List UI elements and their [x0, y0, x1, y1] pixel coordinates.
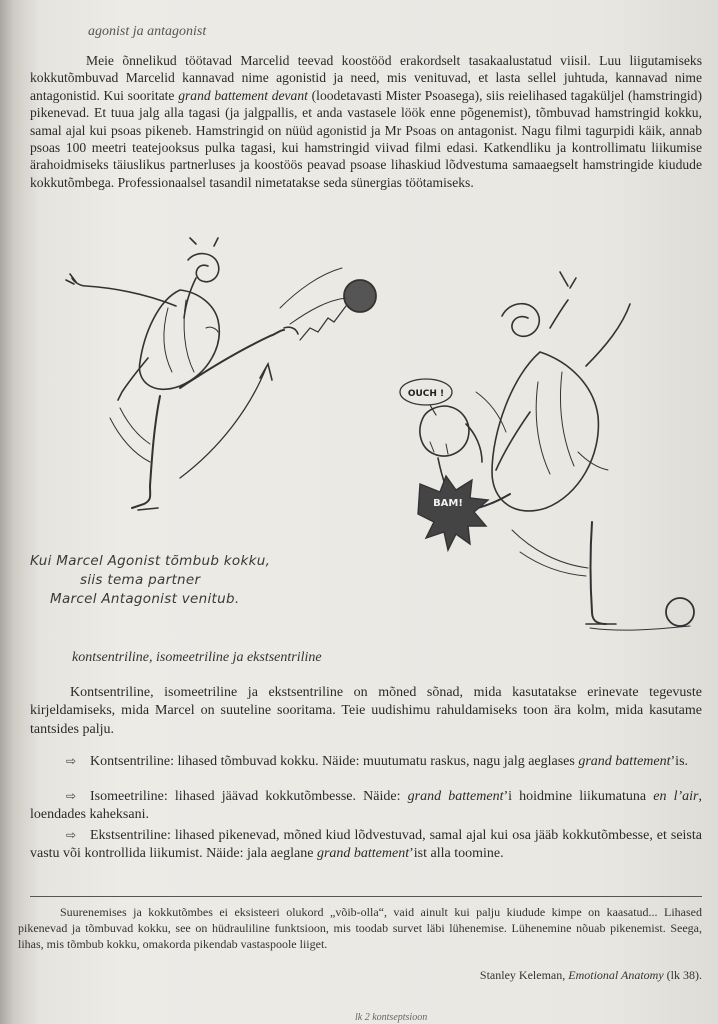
- bam-text: BAM!: [433, 498, 463, 509]
- bullet-concentric: [30, 752, 702, 771]
- illustration-caption: [30, 552, 290, 609]
- paragraph-agonist-antagonist: [30, 52, 702, 191]
- bullet-eccentric: [30, 826, 702, 864]
- paragraph-text: Meie õnnelikud töötavad Marcelid teevad koostööd erakordselt tasakaalustatud viisil. Luu liigutamiseks kokkutõmbuvad Marcelid kannavad nime agonistid ja need, mis venituvad, et lasta sellel juhtuda, kannavad nime antagonistid. Kui sooritate: [30, 53, 702, 103]
- illustration-kicking-muscle-figure: [30, 228, 390, 518]
- bullet-text: ’ist alla toomine.: [409, 846, 504, 862]
- bullet-text: Kontsentriline: lihased tõmbuvad kokku. Näide: muutumatu raskus, nagu jalg aeglases: [90, 754, 579, 769]
- bullet-text: , loendades kaheksani.: [30, 789, 702, 823]
- italic-term: grand battement: [316, 846, 410, 862]
- italic-term: en l’air: [653, 789, 699, 804]
- paragraph-contraction-types: Kontsentriline, isomeetriline ja ekstsentriline on mõned sõnad, mida kasutatakse erinevate tegevuste kirjeldamiseks, mida Marcel on suuteline sooritama. Teie uudishimu rahuldamiseks toon ära kolm, mida kasutame tantsides palju.: [30, 685, 702, 737]
- arrow-right-icon: ⇨: [66, 828, 77, 842]
- caption-line: siis tema partner: [80, 572, 201, 588]
- italic-term: grand battement: [407, 789, 504, 804]
- keleman-quote: Suurenemises ja kokkutõmbes ei eksisteeri olukord „võib-olla“, vaid ainult kui palju kiudude kimpe on kaasatud... Lihased pikenevad ja tõmbuvad kokku, see on hüdrauliline funktsioon, mis toodab survet läbi lühenemise. Lühenemine nõuab pikenemist. Seega, lihas, mis tõmbub kokku, omakorda pikendab vastaspoole liiget.: [18, 905, 702, 952]
- caption-line: Kui Marcel Agonist tõmbub kokku,: [30, 553, 271, 569]
- bullet-text: ’is.: [670, 754, 689, 769]
- bullet-text: Isomeetriline: lihased jäävad kokkutõmbesse. Näide:: [90, 789, 408, 804]
- bullet-text: ’i hoidmine liikumatuna: [503, 789, 654, 804]
- illustration-kick-bam-figures: [390, 262, 710, 642]
- page-footer: lk 2 kontseptsioon: [355, 1012, 428, 1023]
- bullet-isometric: [30, 787, 702, 825]
- bullet-text: Ekstsentriline: lihased pikenevad, mõned kiud lõdvestuvad, samal ajal kui osa jääb kokkutõmbesse, et seista vastu või kontrollida liikumist. Näide: jala aeglane: [30, 828, 702, 862]
- arrow-right-icon: ⇨: [66, 754, 77, 768]
- attribution-ref: (lk 38).: [663, 968, 702, 982]
- italic-term: grand battement devant: [178, 87, 308, 103]
- section-heading: kontsentriline, isomeetriline ja ekstsentriline: [72, 650, 322, 665]
- paragraph-text: (loodetavasti Mister Psoasega), siis reielihased tagaküljel (hamstringid) pikenevad. Et tuua jalg alla tagasi (ja jalgpallis, et anda vastasele löök enne põgenemist), tõmbuvad hamstringid kokku, samal ajal kui psoas pikeneb. Hamstringid on nüüd agonistid ja Mr Psoas on antagonist. Nagu filmi tagurpidi käik, annab psoas 100 meetri teatejooksus pulka tagasi, kui hamstringid viivad filmi edasi. Katkendliku ja kontrollimatu liikumise ärahoidmiseks täiuslikus partnerluses ja koostöös peavad psoase lihaskiud lõdvestuma samaaegselt hamstringide kiudude kokkutõmbega. Professionaalsel tasandil nimetatakse seda sünergias töötamiseks.: [30, 87, 702, 190]
- quote-divider: [30, 896, 702, 897]
- attribution-work: Emotional Anatomy: [568, 968, 664, 982]
- caption-line: Marcel Antagonist venitub.: [50, 591, 240, 607]
- attribution-author: Stanley Keleman,: [479, 968, 569, 982]
- quote-attribution: [480, 968, 702, 983]
- running-head: agonist ja antagonist: [88, 24, 207, 39]
- italic-term: grand battement: [578, 754, 671, 769]
- arrow-right-icon: ⇨: [66, 789, 77, 803]
- speech-bubble-text: OUCH !: [407, 389, 445, 399]
